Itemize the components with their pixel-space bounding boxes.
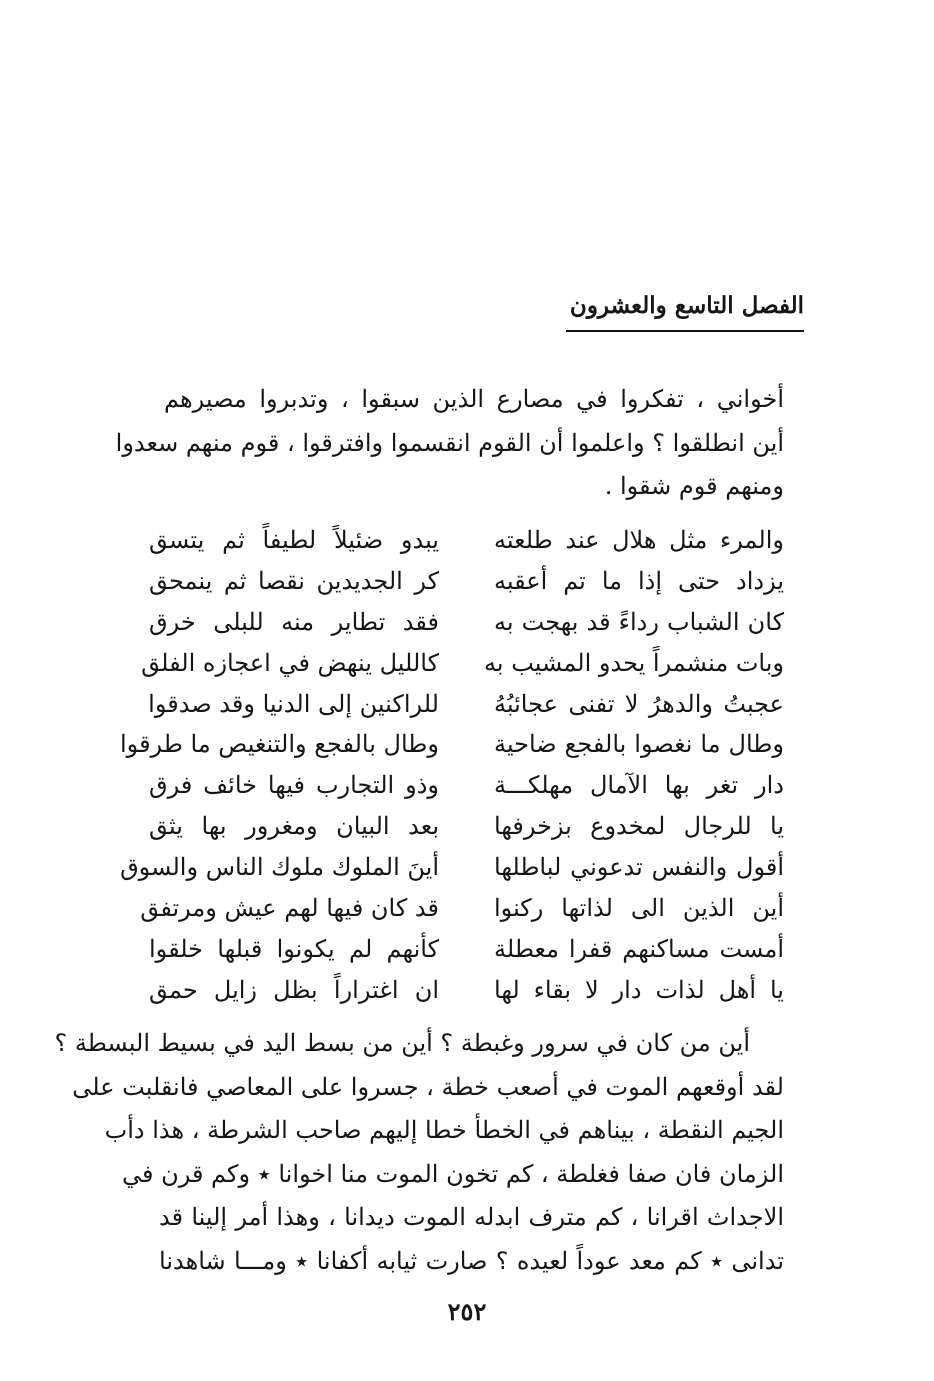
verse-second-hemistich: كر الجديدين نقصا ثم ينمحق xyxy=(149,566,439,595)
verse-first-hemistich: أقول والنفس تدعوني لباطلها xyxy=(494,853,784,882)
verse-first-hemistich: والمرء مثل هلال عند طلعته xyxy=(494,526,784,554)
poem-verse xyxy=(149,520,784,561)
paragraph-line: لقد أوقعهم الموت في أصعب خطة ، جسروا على المعاصي فانقلبت على xyxy=(72,1072,784,1101)
paragraph-line: تدانى ٭ كم معد عوداً لعيده ؟ صارت ثيابه أكفانا ٭ ومـــا شاهدنا xyxy=(159,1246,784,1275)
poem-verse xyxy=(149,929,784,970)
closing-paragraph xyxy=(54,1022,784,1283)
verse-first-hemistich: عجبتُ والدهرُ لا تفنى عجائبُهُ xyxy=(494,689,784,718)
poem-verse xyxy=(141,643,784,684)
poem xyxy=(120,520,784,1011)
paragraph-line: أخواني ، تفكروا في مصارع الذين سبقوا ، وتدبروا مصيرهم xyxy=(164,385,784,413)
paragraph-line: الاجداث اقرانا ، كم مترف ابدله الموت ديدانا ، وهذا أمر إلينا قد xyxy=(159,1203,784,1231)
poem-verse xyxy=(149,602,784,643)
verse-second-hemistich: ان اغتراراً بظل زايل حمق xyxy=(149,975,439,1004)
verse-second-hemistich: وذو التجارب فيها خائف فرق xyxy=(149,771,439,800)
paragraph-line: ومنهم قوم شقوا . xyxy=(604,472,784,500)
verse-second-hemistich: فقد تطاير منه للبلى خرق xyxy=(149,607,439,636)
poem-verse xyxy=(149,561,784,602)
verse-first-hemistich: يا أهل لذات دار لا بقاء لها xyxy=(494,975,784,1004)
intro-paragraph xyxy=(115,378,784,509)
verse-second-hemistich: أينَ الملوك ملوك الناس والسوق xyxy=(120,853,439,882)
verse-first-hemistich: يا للرجال لمخدوع بزخرفها xyxy=(494,812,784,841)
paragraph-line: الجيم النقطة ، بيناهم في الخطأ خطا إليهم صاحب الشرطة ، هذا دأب xyxy=(104,1116,784,1144)
paragraph-line: أين من كان في سرور وغبطة ؟ أين من بسط اليد في بسيط البسطة ؟ xyxy=(54,1029,750,1057)
verse-first-hemistich: أمست مساكنهم قفرا معطلة xyxy=(494,934,784,963)
verse-first-hemistich: وطال ما نغصوا بالفجع ضاحية xyxy=(494,730,784,759)
verse-first-hemistich: يزداد حتى إذا ما تم أعقبه xyxy=(494,566,784,595)
verse-first-hemistich: كان الشباب رداءً قد بهجت به xyxy=(494,607,784,636)
title-underline xyxy=(566,330,804,332)
verse-first-hemistich: وبات منشمراً يحدو المشيب به xyxy=(484,648,784,677)
paragraph-line: أين انطلقوا ؟ واعلموا أن القوم انقسموا وافترقوا ، قوم منهم سعدوا xyxy=(115,428,784,457)
poem-verse xyxy=(149,806,784,847)
verse-second-hemistich: قد كان فيها لهم عيش ومرتفق xyxy=(140,894,439,923)
poem-verse xyxy=(149,684,784,725)
poem-verse xyxy=(149,970,784,1011)
chapter-title: الفصل التاسع والعشرون xyxy=(569,292,804,319)
poem-verse xyxy=(120,724,784,765)
verse-second-hemistich: كالليل ينهض في اعجازه الفلق xyxy=(141,648,439,677)
page-number: ٢٥٢ xyxy=(447,1297,487,1326)
verse-second-hemistich: كأنهم لم يكونوا قبلها خلقوا xyxy=(149,934,439,963)
paragraph-line: الزمان فان صفا فغلطة ، كم تخون الموت منا اخوانا ٭ وكم قرن في xyxy=(121,1159,784,1188)
verse-second-hemistich: للراكنين إلى الدنيا وقد صدقوا xyxy=(148,689,439,718)
verse-first-hemistich: أين الذين الى لذاتها ركنوا xyxy=(494,894,784,923)
verse-second-hemistich: وطال بالفجع والتنغيص ما طرقوا xyxy=(120,730,439,759)
verse-second-hemistich: بعد البيان ومغرور بها يثق xyxy=(149,812,439,841)
poem-verse xyxy=(120,847,784,888)
poem-verse xyxy=(149,765,784,806)
verse-first-hemistich: دار تغر بها الآمال مهلكـــة xyxy=(494,771,784,800)
verse-second-hemistich: يبدو ضئيلاً لطيفاً ثم يتسق xyxy=(149,526,439,554)
poem-verse xyxy=(140,888,784,929)
